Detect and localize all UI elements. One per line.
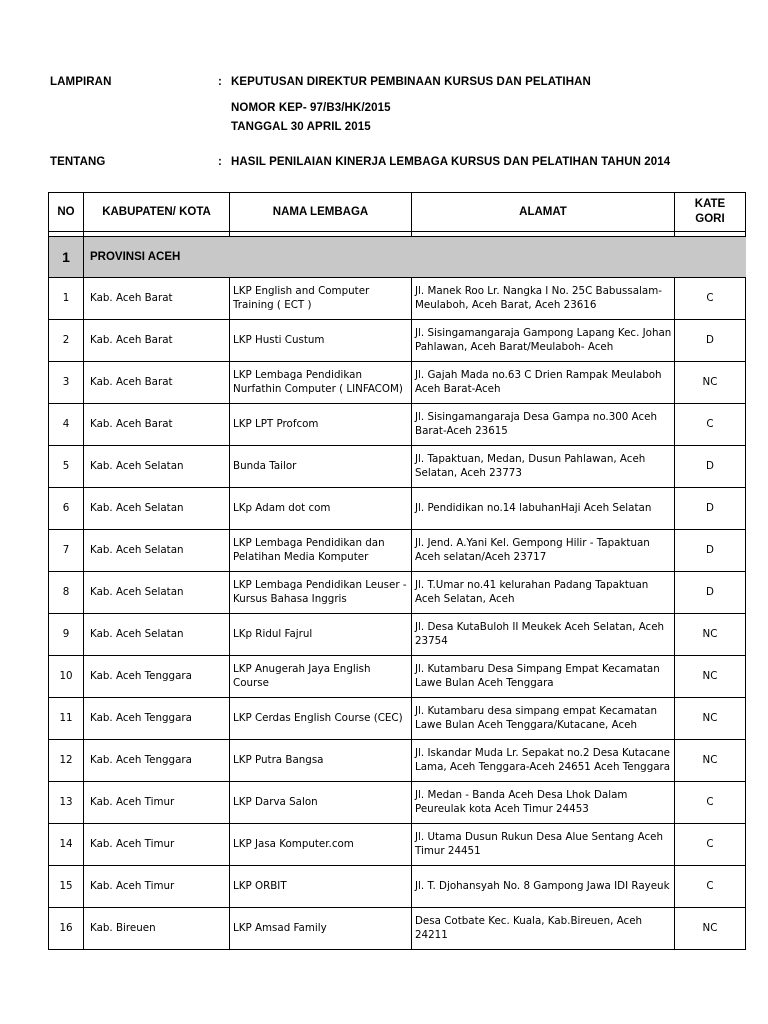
table-row <box>49 614 746 656</box>
row-kabupaten: Kab. Aceh Barat <box>84 278 230 320</box>
row-alamat: Desa Cotbate Kec. Kuala, Kab.Bireuen, Aceh 24211 <box>412 908 675 950</box>
row-alamat: Jl. Iskandar Muda Lr. Sepakat no.2 Desa Kutacane Lama, Aceh Tenggara-Aceh 24651 Aceh Tenggara <box>412 740 675 782</box>
row-kategori: NC <box>675 614 746 656</box>
row-kategori: NC <box>675 908 746 950</box>
row-kabupaten: Kab. Aceh Tenggara <box>84 656 230 698</box>
row-kategori: D <box>675 446 746 488</box>
col-header-alamat: ALAMAT <box>412 193 675 232</box>
row-no: 10 <box>49 656 84 698</box>
row-kabupaten: Kab. Aceh Tenggara <box>84 698 230 740</box>
row-kategori: NC <box>675 362 746 404</box>
table-row <box>49 866 746 908</box>
lampiran-label: LAMPIRAN <box>50 76 112 88</box>
row-lembaga: LKp Ridul Fajrul <box>230 614 412 656</box>
lampiran-colon: : <box>218 76 222 88</box>
row-kabupaten: Kab. Aceh Tenggara <box>84 740 230 782</box>
row-alamat: Jl. Jend. A.Yani Kel. Gempong Hilir - Tapaktuan Aceh selatan/Aceh 23717 <box>412 530 675 572</box>
row-alamat: Jl. Medan - Banda Aceh Desa Lhok Dalam Peureulak kota Aceh Timur 24453 <box>412 782 675 824</box>
row-no: 3 <box>49 362 84 404</box>
row-no: 12 <box>49 740 84 782</box>
row-no: 13 <box>49 782 84 824</box>
table-row <box>49 530 746 572</box>
table-row <box>49 740 746 782</box>
lembaga-table <box>48 192 746 950</box>
province-row <box>49 237 746 278</box>
table-row <box>49 782 746 824</box>
row-kategori: C <box>675 824 746 866</box>
table-row <box>49 488 746 530</box>
row-lembaga: LKP Lembaga Pendidikan Nurfathin Computer ( LINFACOM) <box>230 362 412 404</box>
row-alamat: Jl. Kutambaru Desa Simpang Empat Kecamatan Lawe Bulan Aceh Tenggara <box>412 656 675 698</box>
row-no: 15 <box>49 866 84 908</box>
row-lembaga: Bunda Tailor <box>230 446 412 488</box>
row-kategori: C <box>675 404 746 446</box>
row-kabupaten: Kab. Aceh Selatan <box>84 446 230 488</box>
province-number: 1 <box>49 237 84 278</box>
row-lembaga: LKP English and Computer Training ( ECT ) <box>230 278 412 320</box>
row-kategori: NC <box>675 698 746 740</box>
hasil-title: HASIL PENILAIAN KINERJA LEMBAGA KURSUS DAN PELATIHAN TAHUN 2014 <box>231 156 671 168</box>
row-lembaga: LKP ORBIT <box>230 866 412 908</box>
row-alamat: Jl. Pendidikan no.14 labuhanHaji Aceh Selatan <box>412 488 675 530</box>
tanggal-line: TANGGAL 30 APRIL 2015 <box>231 121 371 133</box>
table-row <box>49 908 746 950</box>
row-no: 5 <box>49 446 84 488</box>
col-header-kategori-text: KATE GORI <box>694 198 726 225</box>
row-no: 7 <box>49 530 84 572</box>
row-alamat: Jl. Utama Dusun Rukun Desa Alue Sentang Aceh Timur 24451 <box>412 824 675 866</box>
table-row <box>49 698 746 740</box>
row-kabupaten: Kab. Aceh Timur <box>84 824 230 866</box>
row-no: 16 <box>49 908 84 950</box>
keputusan-title: KEPUTUSAN DIREKTUR PEMBINAAN KURSUS DAN PELATIHAN <box>231 76 591 88</box>
row-kategori: D <box>675 320 746 362</box>
table-header-row <box>49 193 746 232</box>
table-row <box>49 278 746 320</box>
row-kategori: C <box>675 782 746 824</box>
row-alamat: Jl. Gajah Mada no.63 C Drien Rampak Meulaboh Aceh Barat-Aceh <box>412 362 675 404</box>
table-row <box>49 656 746 698</box>
row-kabupaten: Kab. Aceh Selatan <box>84 572 230 614</box>
row-alamat: Jl. Kutambaru desa simpang empat Kecamatan Lawe Bulan Aceh Tenggara/Kutacane, Aceh <box>412 698 675 740</box>
row-kategori: NC <box>675 740 746 782</box>
col-header-lembaga: NAMA LEMBAGA <box>230 193 412 232</box>
row-lembaga: LKP Jasa Komputer.com <box>230 824 412 866</box>
row-alamat: Jl. Tapaktuan, Medan, Dusun Pahlawan, Aceh Selatan, Aceh 23773 <box>412 446 675 488</box>
row-kategori: D <box>675 572 746 614</box>
row-lembaga: LKP Husti Custum <box>230 320 412 362</box>
row-no: 6 <box>49 488 84 530</box>
row-kabupaten: Kab. Aceh Barat <box>84 404 230 446</box>
row-lembaga: LKP Lembaga Pendidikan Leuser - Kursus Bahasa Inggris <box>230 572 412 614</box>
row-alamat: Jl. T. Djohansyah No. 8 Gampong Jawa IDI Rayeuk <box>412 866 675 908</box>
row-no: 2 <box>49 320 84 362</box>
row-kategori: D <box>675 488 746 530</box>
col-header-kategori <box>675 193 746 232</box>
row-no: 14 <box>49 824 84 866</box>
row-kategori: D <box>675 530 746 572</box>
row-no: 9 <box>49 614 84 656</box>
row-kabupaten: Kab. Aceh Barat <box>84 320 230 362</box>
row-no: 11 <box>49 698 84 740</box>
col-header-kabupaten: KABUPATEN/ KOTA <box>84 193 230 232</box>
tentang-label: TENTANG <box>50 156 106 168</box>
row-kabupaten: Kab. Aceh Selatan <box>84 488 230 530</box>
row-alamat: Jl. T.Umar no.41 kelurahan Padang Tapaktuan Aceh Selatan, Aceh <box>412 572 675 614</box>
row-kabupaten: Kab. Aceh Timur <box>84 866 230 908</box>
row-kabupaten: Kab. Aceh Selatan <box>84 614 230 656</box>
row-no: 4 <box>49 404 84 446</box>
row-kabupaten: Kab. Aceh Selatan <box>84 530 230 572</box>
table-row <box>49 362 746 404</box>
row-lembaga: LKP Anugerah Jaya English Course <box>230 656 412 698</box>
row-lembaga: LKP Lembaga Pendidikan dan Pelatihan Media Komputer <box>230 530 412 572</box>
table-row <box>49 404 746 446</box>
row-kabupaten: Kab. Aceh Barat <box>84 362 230 404</box>
row-no: 8 <box>49 572 84 614</box>
province-name: PROVINSI ACEH <box>84 237 746 278</box>
row-kategori: C <box>675 866 746 908</box>
table-row <box>49 572 746 614</box>
row-lembaga: LKP Cerdas English Course (CEC) <box>230 698 412 740</box>
row-kabupaten: Kab. Bireuen <box>84 908 230 950</box>
table-row <box>49 320 746 362</box>
table-row <box>49 446 746 488</box>
row-kabupaten: Kab. Aceh Timur <box>84 782 230 824</box>
row-alamat: Jl. Manek Roo Lr. Nangka I No. 25C Babussalam-Meulaboh, Aceh Barat, Aceh 23616 <box>412 278 675 320</box>
row-no: 1 <box>49 278 84 320</box>
table-row <box>49 824 746 866</box>
row-lembaga: LKp Adam dot com <box>230 488 412 530</box>
row-alamat: Jl. Sisingamangaraja Gampong Lapang Kec. Johan Pahlawan, Aceh Barat/Meulaboh- Aceh <box>412 320 675 362</box>
row-lembaga: LKP Putra Bangsa <box>230 740 412 782</box>
col-header-no: NO <box>49 193 84 232</box>
tentang-colon: : <box>218 156 222 168</box>
row-lembaga: LKP Amsad Family <box>230 908 412 950</box>
nomor-line: NOMOR KEP- 97/B3/HK/2015 <box>231 102 391 114</box>
row-lembaga: LKP LPT Profcom <box>230 404 412 446</box>
row-alamat: Jl. Desa KutaBuloh II Meukek Aceh Selatan, Aceh 23754 <box>412 614 675 656</box>
row-kategori: C <box>675 278 746 320</box>
row-lembaga: LKP Darva Salon <box>230 782 412 824</box>
row-kategori: NC <box>675 656 746 698</box>
row-alamat: Jl. Sisingamangaraja Desa Gampa no.300 Aceh Barat-Aceh 23615 <box>412 404 675 446</box>
